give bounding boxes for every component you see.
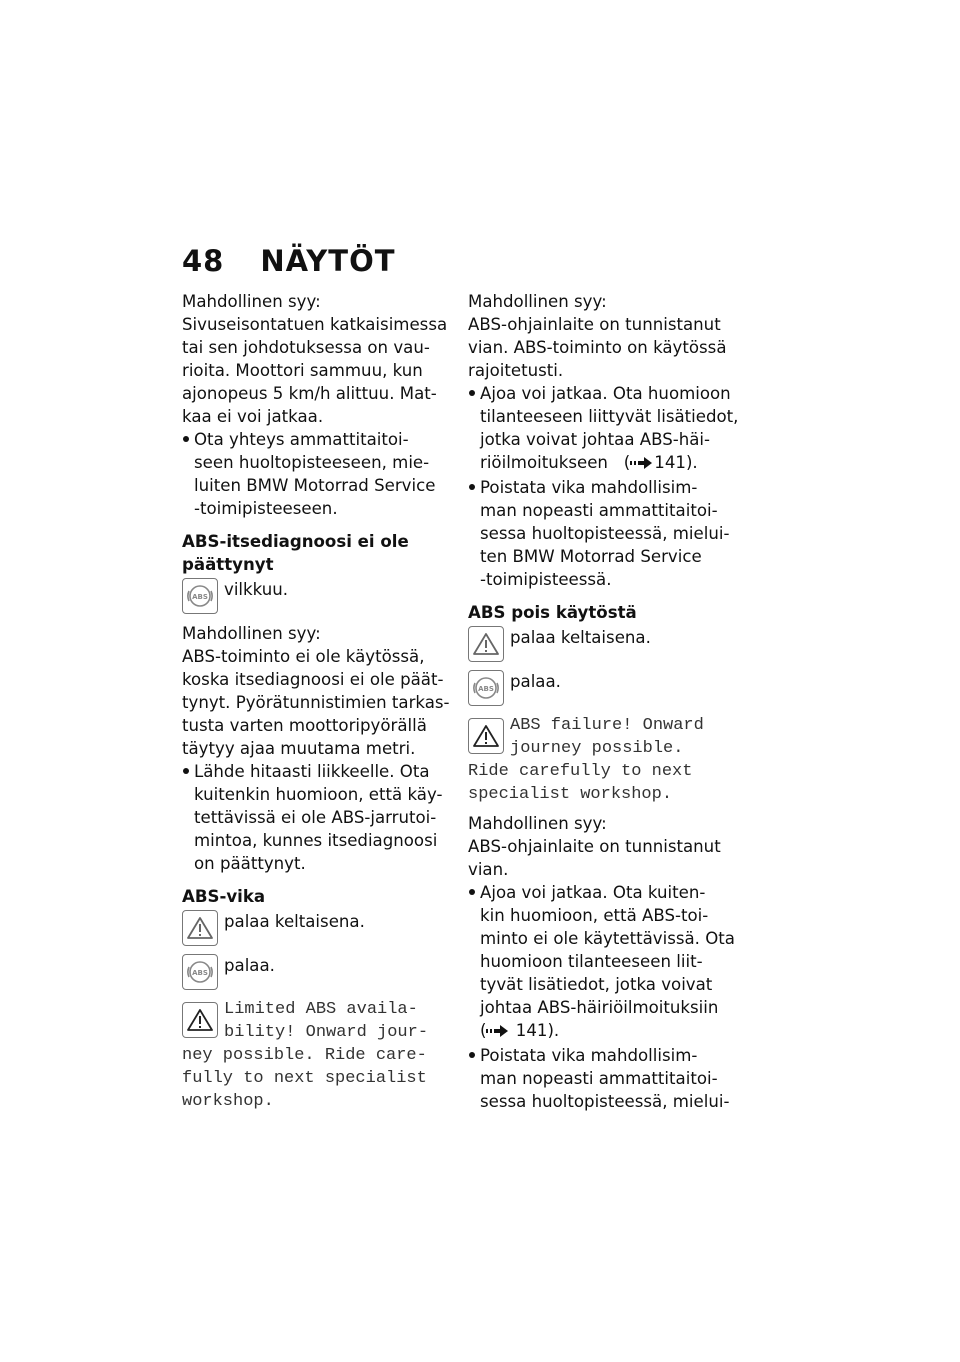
left-column	[182, 290, 457, 1119]
page-reference-arrow-icon	[630, 453, 654, 476]
page-number: 48	[182, 244, 225, 278]
list-item: Poistata vika mahdollisim- man nopeasti ammattitaitoi- sessa huoltopisteessä, mielui- ten BMW Motorrad Service -toimipisteessä.	[468, 476, 740, 591]
indicator-row	[182, 910, 457, 946]
page-reference[interactable]: 141).	[515, 1021, 560, 1040]
section-heading: ABS pois käytöstä	[468, 603, 637, 622]
indicator-text: palaa.	[224, 956, 275, 975]
abs-indicator-icon	[182, 954, 218, 990]
indicator-text: palaa.	[510, 672, 561, 691]
cause-text: ABS-ohjainlaite on tunnistanut vian.	[468, 837, 721, 879]
warning-triangle-icon	[182, 910, 218, 946]
abs-indicator-icon	[468, 670, 504, 706]
section-heading: ABS-vika	[182, 887, 266, 906]
cause-label: Mahdollinen syy:	[468, 814, 607, 833]
indicator-text: palaa keltaisena.	[224, 912, 365, 931]
right-column	[468, 290, 740, 1113]
indicator-row	[182, 578, 457, 614]
cause-label: Mahdollinen syy:	[182, 624, 321, 643]
svg-text:ABS: ABS	[478, 685, 494, 693]
abs-indicator-icon	[182, 578, 218, 614]
section-heading: ABS-itsediagnoosi ei ole päättynyt	[182, 532, 409, 574]
page-header	[182, 244, 396, 278]
svg-text:ABS: ABS	[192, 593, 208, 601]
list-item: Ajoa voi jatkaa. Ota kuiten- kin huomioon, että ABS-toi- minto ei ole käytettävissä. Ota huomioon tilanteeseen liit- tyvät lisätiedot, jotka voivat johtaa ABS-häiriöilmoituksiin ( 141).	[468, 881, 740, 1044]
indicator-text: palaa keltaisena.	[510, 628, 651, 647]
action-list	[468, 881, 740, 1113]
cause-text: Sivuseisontatuen katkaisimessa tai sen johdotuksessa on vau- rioita. Moottori sammuu, kun ajonopeus 5 km/h alittuu. Mat- kaa ei voi jatkaa.	[182, 315, 448, 426]
page-reference-arrow-icon	[486, 1021, 510, 1044]
page-title: NÄYTÖT	[260, 244, 396, 278]
list-item: Ajoa voi jatkaa. Ota huomioon tilanteeseen liittyvät lisätiedot, jotka voivat johtaa ABS-häi- riöilmoitukseen ( 141).	[468, 382, 740, 476]
action-list	[182, 760, 457, 875]
cause-text: ABS-ohjainlaite on tunnistanut vian. ABS-toiminto on käytössä rajoitetusti.	[468, 315, 727, 380]
list-item: Lähde hitaasti liikkeelle. Ota kuitenkin huomioon, että käy- tettävissä ei ole ABS-jarrutoi- mintoa, kunnes itsediagnoosi on päättynyt.	[182, 760, 457, 875]
warning-triangle-icon	[468, 626, 504, 662]
display-message: Limited ABS availa- bility! Onward jour- ney possible. Ride care- fully to next specialist workshop.	[182, 1000, 429, 1111]
list-item: Ota yhteys ammattitaitoi- seen huoltopisteeseen, mie- luiten BMW Motorrad Service -toimipisteeseen.	[182, 428, 457, 520]
indicator-row	[468, 670, 740, 706]
warning-triangle-icon	[182, 1002, 218, 1038]
warning-triangle-icon	[468, 718, 504, 754]
cause-label: Mahdollinen syy:	[182, 292, 321, 311]
svg-text:ABS: ABS	[192, 969, 208, 977]
display-message: ABS failure! Onward journey possible. Ride carefully to next specialist workshop.	[468, 716, 704, 804]
indicator-row	[468, 626, 740, 662]
indicator-row	[182, 954, 457, 990]
indicator-text: vilkkuu.	[224, 580, 289, 599]
action-list	[182, 428, 457, 520]
page-reference[interactable]: 141).	[654, 453, 698, 472]
list-item: Poistata vika mahdollisim- man nopeasti ammattitaitoi- sessa huoltopisteessä, mielui-	[468, 1044, 740, 1113]
action-list	[468, 382, 740, 591]
cause-label: Mahdollinen syy:	[468, 292, 607, 311]
cause-text: ABS-toiminto ei ole käytössä, koska itsediagnoosi ei ole päät- tynyt. Pyörätunnistimien tarkas- tusta varten moottoripyörällä täytyy ajaa muutama metri.	[182, 647, 450, 758]
